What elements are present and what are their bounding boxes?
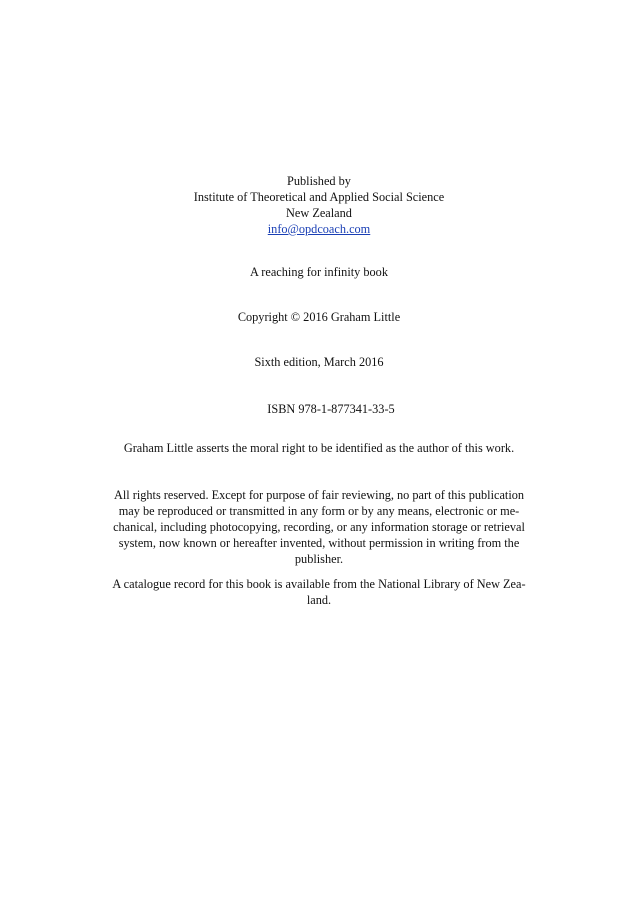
isbn-number: ISBN 978-1-877341-33-5 [267,402,395,416]
edition-note: Sixth edition, March 2016 [254,355,384,369]
series-note: A reaching for infinity book [250,265,388,279]
publisher-country: New Zealand [286,206,352,220]
publisher-name: Institute of Theoretical and Applied Social Science [193,190,445,204]
rights-line: publisher. [294,552,344,566]
rights-line: All rights reserved. Except for purpose of fair reviewing, no part of this publication [113,488,525,502]
catalogue-line: land. [306,593,332,607]
rights-line: may be reproduced or transmitted in any form or by any means, electronic or me- [118,504,520,518]
published-by-label: Published by [287,174,351,188]
catalogue-line: A catalogue record for this book is available from the National Library of New Zea- [112,577,526,591]
catalogue-paragraph [60,576,578,608]
publisher-email-link[interactable]: info@opdcoach.com [267,222,371,236]
copyright-notice: Copyright © 2016 Graham Little [237,310,401,324]
rights-reserved-paragraph [60,487,578,567]
publisher-email-row [0,221,638,237]
rights-line: system, now known or hereafter invented, without permission in writing from the [118,536,520,550]
rights-line: chanical, including photocopying, recording, or any information storage or retrieval [113,520,525,534]
moral-right-statement: Graham Little asserts the moral right to be identified as the author of this work. [123,441,515,455]
